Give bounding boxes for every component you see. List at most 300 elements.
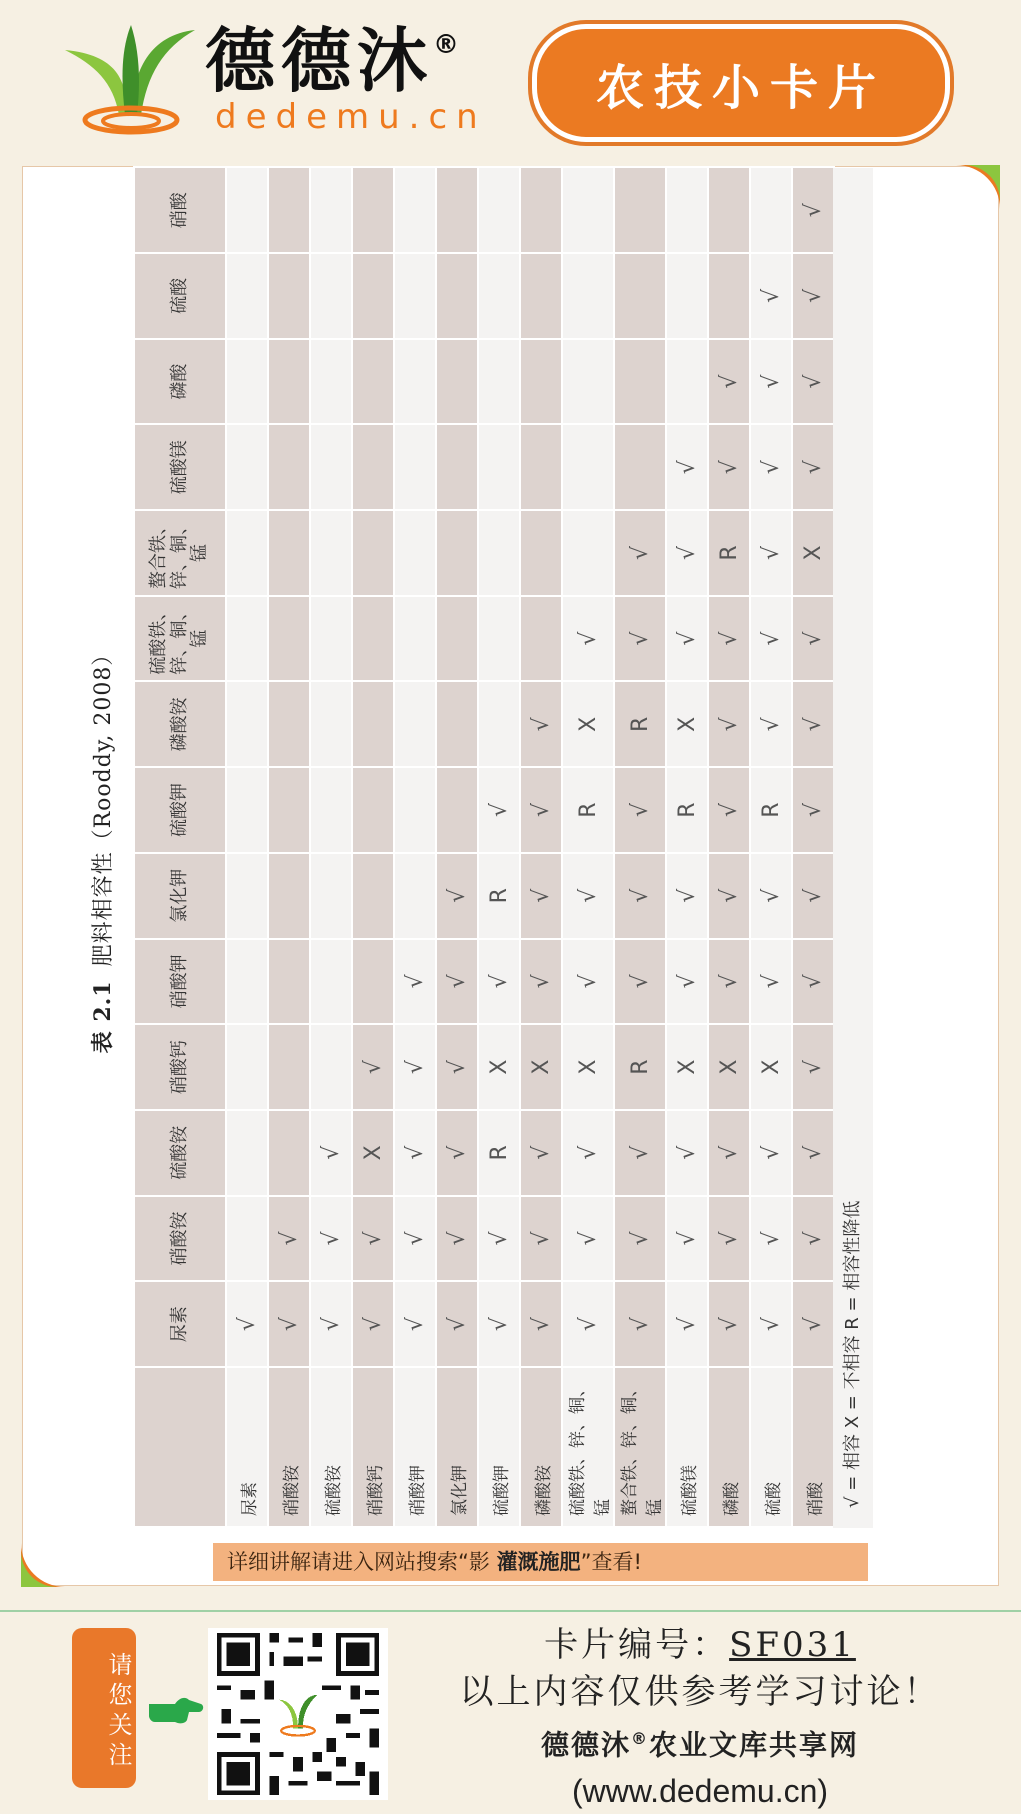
table-row <box>310 167 352 1527</box>
compat-mark: √ <box>758 374 784 389</box>
compat-cell <box>708 1110 750 1196</box>
compat-cell <box>666 167 708 253</box>
row-label: 硫酸铵 <box>310 1367 352 1527</box>
compat-cell <box>268 767 310 853</box>
compat-mark: √ <box>627 1231 653 1246</box>
compat-mark: R <box>627 1059 653 1075</box>
compat-mark: √ <box>716 631 742 646</box>
compat-mark: X <box>674 1059 700 1075</box>
compat-cell <box>226 939 268 1025</box>
compat-mark: √ <box>758 288 784 303</box>
compat-cell <box>792 253 834 339</box>
compat-mark: √ <box>234 1317 260 1332</box>
brand-name: 德德沐® <box>205 20 465 102</box>
compat-mark: √ <box>800 203 826 218</box>
compat-mark: √ <box>402 1145 428 1160</box>
compat-mark: √ <box>402 1231 428 1246</box>
compat-cell <box>436 1024 478 1110</box>
compat-mark: √ <box>758 974 784 989</box>
compat-mark: √ <box>528 974 554 989</box>
compat-cell <box>750 682 792 768</box>
compat-cell <box>226 596 268 682</box>
row-label: 硝酸 <box>792 1367 834 1527</box>
compat-cell <box>310 167 352 253</box>
table-row <box>666 167 708 1527</box>
compat-mark: √ <box>716 1231 742 1246</box>
compat-cell <box>352 510 394 596</box>
compat-mark: √ <box>800 803 826 818</box>
row-label: 硫酸 <box>750 1367 792 1527</box>
table-row <box>436 167 478 1527</box>
compat-cell <box>352 424 394 510</box>
compat-cell <box>352 1196 394 1282</box>
compat-cell <box>310 596 352 682</box>
compat-mark: √ <box>674 974 700 989</box>
corner-leaf-icon <box>21 1543 65 1587</box>
row-label: 磷酸 <box>708 1367 750 1527</box>
compat-cell <box>614 596 666 682</box>
compat-mark: √ <box>716 717 742 732</box>
compat-cell <box>436 167 478 253</box>
compat-cell <box>310 339 352 425</box>
disclaimer: 以上内容仅供参考学习讨论！ <box>459 1672 941 1712</box>
compat-mark: √ <box>674 1231 700 1246</box>
compat-cell <box>478 253 520 339</box>
column-header: 硝酸钙 <box>134 1024 226 1110</box>
compat-cell <box>708 339 750 425</box>
compat-cell <box>520 510 562 596</box>
compat-mark: X <box>360 1145 386 1161</box>
compat-mark: X <box>674 716 700 732</box>
compat-cell <box>352 1024 394 1110</box>
compat-cell <box>666 1196 708 1282</box>
row-label: 硝酸钾 <box>394 1367 436 1527</box>
compat-cell <box>562 682 614 768</box>
compat-cell <box>750 167 792 253</box>
compat-cell <box>478 167 520 253</box>
row-label: 氯化钾 <box>436 1367 478 1527</box>
compat-mark: √ <box>444 1317 470 1332</box>
compat-cell <box>562 939 614 1025</box>
table-row <box>614 167 666 1527</box>
compat-cell <box>708 424 750 510</box>
table-row <box>394 167 436 1527</box>
compat-mark: √ <box>800 717 826 732</box>
compat-mark: R <box>716 545 742 561</box>
compat-cell <box>666 1110 708 1196</box>
compat-cell <box>268 253 310 339</box>
compat-mark: √ <box>360 1231 386 1246</box>
compat-cell <box>268 1281 310 1367</box>
compat-cell <box>394 1110 436 1196</box>
compat-mark: √ <box>402 1317 428 1332</box>
compatibility-table-rotated <box>90 168 893 1528</box>
compat-mark: √ <box>674 1145 700 1160</box>
compat-cell <box>750 596 792 682</box>
library-name: 德德沐®农业文库共享网 <box>540 1728 860 1762</box>
compat-cell <box>750 339 792 425</box>
compat-cell <box>666 767 708 853</box>
table-row <box>750 167 792 1527</box>
compat-cell <box>614 253 666 339</box>
compat-cell <box>478 767 520 853</box>
compat-mark: √ <box>486 803 512 818</box>
compat-mark: √ <box>575 1231 601 1246</box>
compat-cell <box>666 682 708 768</box>
compat-cell <box>268 596 310 682</box>
column-header: 磷酸铵 <box>134 682 226 768</box>
compat-cell <box>226 510 268 596</box>
compat-cell <box>792 424 834 510</box>
column-header: 硝酸钾 <box>134 939 226 1025</box>
compat-cell <box>792 596 834 682</box>
compat-cell <box>226 1024 268 1110</box>
compat-cell <box>520 596 562 682</box>
compat-cell <box>352 339 394 425</box>
compat-cell <box>268 339 310 425</box>
compat-cell <box>708 682 750 768</box>
compat-cell <box>436 767 478 853</box>
compat-cell <box>226 1110 268 1196</box>
compat-cell <box>268 939 310 1025</box>
card-type-badge <box>532 24 950 142</box>
compat-mark: √ <box>716 974 742 989</box>
compat-mark: √ <box>444 1060 470 1075</box>
compat-cell <box>478 682 520 768</box>
compat-cell <box>520 1110 562 1196</box>
table-row <box>268 167 310 1527</box>
compat-cell <box>478 1196 520 1282</box>
compat-cell <box>666 339 708 425</box>
compat-mark: √ <box>758 717 784 732</box>
column-header: 硝酸 <box>134 167 226 253</box>
compat-mark: √ <box>674 888 700 903</box>
pointing-hand-icon <box>145 1690 205 1730</box>
compat-cell <box>310 853 352 939</box>
compat-cell <box>226 1281 268 1367</box>
compat-mark: √ <box>800 460 826 475</box>
compat-cell <box>520 1281 562 1367</box>
compat-mark: √ <box>716 1145 742 1160</box>
compat-cell <box>562 424 614 510</box>
compat-cell <box>394 682 436 768</box>
compat-mark: √ <box>758 1231 784 1246</box>
compat-cell <box>394 167 436 253</box>
row-label: 尿素 <box>226 1367 268 1527</box>
compat-cell <box>268 1196 310 1282</box>
compat-cell <box>394 1024 436 1110</box>
compat-mark: √ <box>800 974 826 989</box>
compat-cell <box>310 767 352 853</box>
compat-mark: √ <box>627 974 653 989</box>
compat-cell <box>268 167 310 253</box>
compat-cell <box>792 767 834 853</box>
compat-mark: √ <box>575 888 601 903</box>
search-keyword: 灌溉施肥 <box>496 1550 581 1574</box>
compat-cell <box>666 853 708 939</box>
compat-cell <box>562 1281 614 1367</box>
compat-cell <box>792 1196 834 1282</box>
compat-cell <box>792 167 834 253</box>
compat-cell <box>436 939 478 1025</box>
compat-cell <box>708 1281 750 1367</box>
column-header: 氯化钾 <box>134 853 226 939</box>
compat-mark: √ <box>318 1317 344 1332</box>
compat-cell <box>310 1110 352 1196</box>
compat-cell <box>478 510 520 596</box>
compat-mark: √ <box>318 1145 344 1160</box>
compat-cell <box>562 339 614 425</box>
compat-cell <box>666 939 708 1025</box>
compat-mark: √ <box>627 803 653 818</box>
brand-logo <box>55 20 515 140</box>
compat-cell <box>310 253 352 339</box>
compat-cell <box>310 510 352 596</box>
compat-mark: √ <box>575 1145 601 1160</box>
footer-text <box>420 1622 980 1814</box>
compat-mark: √ <box>716 460 742 475</box>
compat-cell <box>520 424 562 510</box>
compat-cell <box>562 1110 614 1196</box>
compat-cell <box>436 1281 478 1367</box>
compat-mark: √ <box>716 1317 742 1332</box>
column-header: 硫酸铁、锌、铜、锰 <box>134 596 226 682</box>
compat-cell <box>352 853 394 939</box>
compat-mark: R <box>486 1145 512 1161</box>
compat-cell <box>614 167 666 253</box>
table-row <box>352 167 394 1527</box>
column-header: 螯合铁、锌、铜、锰 <box>134 510 226 596</box>
compat-mark: √ <box>486 1231 512 1246</box>
compat-cell <box>478 939 520 1025</box>
corner-cell <box>134 1367 226 1527</box>
compat-cell <box>226 767 268 853</box>
compat-cell <box>352 767 394 853</box>
brand-domain: dedemu.cn <box>215 97 487 137</box>
row-label: 硝酸铵 <box>268 1367 310 1527</box>
compat-cell <box>520 939 562 1025</box>
compat-cell <box>436 853 478 939</box>
compat-cell <box>394 596 436 682</box>
compat-cell <box>394 853 436 939</box>
compat-mark: √ <box>674 1317 700 1332</box>
compat-cell <box>708 939 750 1025</box>
compat-cell <box>226 424 268 510</box>
compat-cell <box>562 253 614 339</box>
compat-cell <box>352 1110 394 1196</box>
compat-cell <box>614 1281 666 1367</box>
card-number: 卡片编号：SF031 <box>544 1625 856 1665</box>
compat-cell <box>708 253 750 339</box>
compat-cell <box>750 939 792 1025</box>
compat-cell <box>394 1196 436 1282</box>
table-row <box>792 167 834 1527</box>
compat-mark: √ <box>800 1231 826 1246</box>
compat-cell <box>520 253 562 339</box>
compat-cell <box>310 424 352 510</box>
compat-cell <box>614 853 666 939</box>
compat-mark: X <box>758 1059 784 1075</box>
compat-cell <box>394 424 436 510</box>
compat-mark: √ <box>528 803 554 818</box>
compat-cell <box>478 1281 520 1367</box>
compat-cell <box>478 853 520 939</box>
compat-cell <box>226 339 268 425</box>
sprout-logo-icon <box>55 20 205 138</box>
compat-mark: R <box>486 888 512 904</box>
compat-cell <box>614 424 666 510</box>
table-row <box>708 167 750 1527</box>
compat-cell <box>708 1024 750 1110</box>
compat-cell <box>436 1110 478 1196</box>
compat-cell <box>708 767 750 853</box>
compat-cell <box>268 424 310 510</box>
compat-mark: √ <box>800 888 826 903</box>
column-header: 磷酸 <box>134 339 226 425</box>
compat-mark: √ <box>627 631 653 646</box>
compat-mark: √ <box>360 1060 386 1075</box>
compat-cell <box>394 767 436 853</box>
compat-mark: R <box>627 716 653 732</box>
compat-cell <box>226 682 268 768</box>
column-header: 尿素 <box>134 1281 226 1367</box>
compat-cell <box>792 853 834 939</box>
compat-cell <box>562 596 614 682</box>
compat-mark: √ <box>276 1231 302 1246</box>
compat-mark: √ <box>627 888 653 903</box>
column-header: 硫酸钾 <box>134 767 226 853</box>
table-row <box>520 167 562 1527</box>
compat-mark: √ <box>402 1060 428 1075</box>
compat-mark: √ <box>800 1145 826 1160</box>
compat-cell <box>708 510 750 596</box>
compat-cell <box>750 767 792 853</box>
compat-cell <box>352 939 394 1025</box>
compat-cell <box>562 767 614 853</box>
compat-cell <box>750 1196 792 1282</box>
compat-cell <box>310 1196 352 1282</box>
compat-cell <box>614 1110 666 1196</box>
compat-cell <box>614 767 666 853</box>
website-link[interactable]: (www.dedemu.cn) <box>571 1773 829 1810</box>
compat-mark: R <box>758 802 784 818</box>
table-header-row <box>134 167 226 1527</box>
column-header: 硫酸镁 <box>134 424 226 510</box>
compat-mark: √ <box>716 803 742 818</box>
compat-cell <box>226 853 268 939</box>
compat-cell <box>436 424 478 510</box>
table-row <box>226 167 268 1527</box>
compat-cell <box>520 1024 562 1110</box>
compat-mark: √ <box>716 374 742 389</box>
compat-cell <box>562 167 614 253</box>
compat-cell <box>750 853 792 939</box>
compat-mark: √ <box>800 631 826 646</box>
compat-cell <box>310 939 352 1025</box>
compat-mark: X <box>528 1059 554 1075</box>
compat-cell <box>310 1024 352 1110</box>
compat-cell <box>562 1024 614 1110</box>
compat-cell <box>478 1110 520 1196</box>
compat-cell <box>666 1024 708 1110</box>
compat-cell <box>792 1281 834 1367</box>
table-row <box>562 167 614 1527</box>
compat-mark: √ <box>276 1317 302 1332</box>
compat-mark: √ <box>627 545 653 560</box>
compat-mark: √ <box>528 888 554 903</box>
compat-cell <box>520 853 562 939</box>
compat-cell <box>394 339 436 425</box>
compat-cell <box>562 853 614 939</box>
compat-cell <box>614 510 666 596</box>
compat-cell <box>792 1110 834 1196</box>
compat-mark: √ <box>716 888 742 903</box>
compat-mark: R <box>674 802 700 818</box>
compat-mark: √ <box>444 1231 470 1246</box>
compat-cell <box>352 1281 394 1367</box>
compat-cell <box>310 1281 352 1367</box>
compat-mark: √ <box>800 1317 826 1332</box>
compat-cell <box>436 339 478 425</box>
compat-mark: √ <box>444 888 470 903</box>
compat-cell <box>792 682 834 768</box>
compat-cell <box>750 253 792 339</box>
compat-cell <box>750 1024 792 1110</box>
compat-mark: √ <box>528 1145 554 1160</box>
compat-mark: √ <box>528 717 554 732</box>
compat-cell <box>352 253 394 339</box>
compat-cell <box>478 596 520 682</box>
row-label: 硫酸铁、锌、铜、锰 <box>562 1367 614 1527</box>
compat-cell <box>352 596 394 682</box>
compat-cell <box>750 510 792 596</box>
badge-label: 农技小卡片 <box>595 59 886 116</box>
compat-cell <box>520 339 562 425</box>
compat-mark: √ <box>627 1145 653 1160</box>
footer-divider <box>0 1610 1021 1612</box>
compat-mark: X <box>716 1059 742 1075</box>
compat-mark: X <box>575 716 601 732</box>
compat-mark: √ <box>674 631 700 646</box>
qr-code[interactable] <box>208 1628 388 1800</box>
compat-cell <box>268 1024 310 1110</box>
compat-cell <box>394 939 436 1025</box>
column-header: 硫酸铵 <box>134 1110 226 1196</box>
compat-mark: √ <box>528 1317 554 1332</box>
compat-mark: √ <box>800 374 826 389</box>
compat-cell <box>614 1024 666 1110</box>
compat-mark: √ <box>758 460 784 475</box>
compat-cell <box>666 1281 708 1367</box>
compat-cell <box>436 1196 478 1282</box>
compat-cell <box>394 253 436 339</box>
compat-mark: X <box>800 545 826 561</box>
compat-mark: √ <box>758 888 784 903</box>
compat-cell <box>614 1196 666 1282</box>
table-caption: 表 2.1肥料相容性（Rooddy, 2008） <box>90 642 116 1054</box>
compat-cell <box>478 424 520 510</box>
compat-cell <box>666 253 708 339</box>
compat-cell <box>478 1024 520 1110</box>
column-header: 硝酸铵 <box>134 1196 226 1282</box>
compat-mark: √ <box>444 1145 470 1160</box>
compat-mark: X <box>486 1059 512 1075</box>
compat-cell <box>708 596 750 682</box>
compat-cell <box>268 510 310 596</box>
compat-cell <box>708 853 750 939</box>
compat-mark: √ <box>318 1231 344 1246</box>
compat-mark: √ <box>800 1060 826 1075</box>
